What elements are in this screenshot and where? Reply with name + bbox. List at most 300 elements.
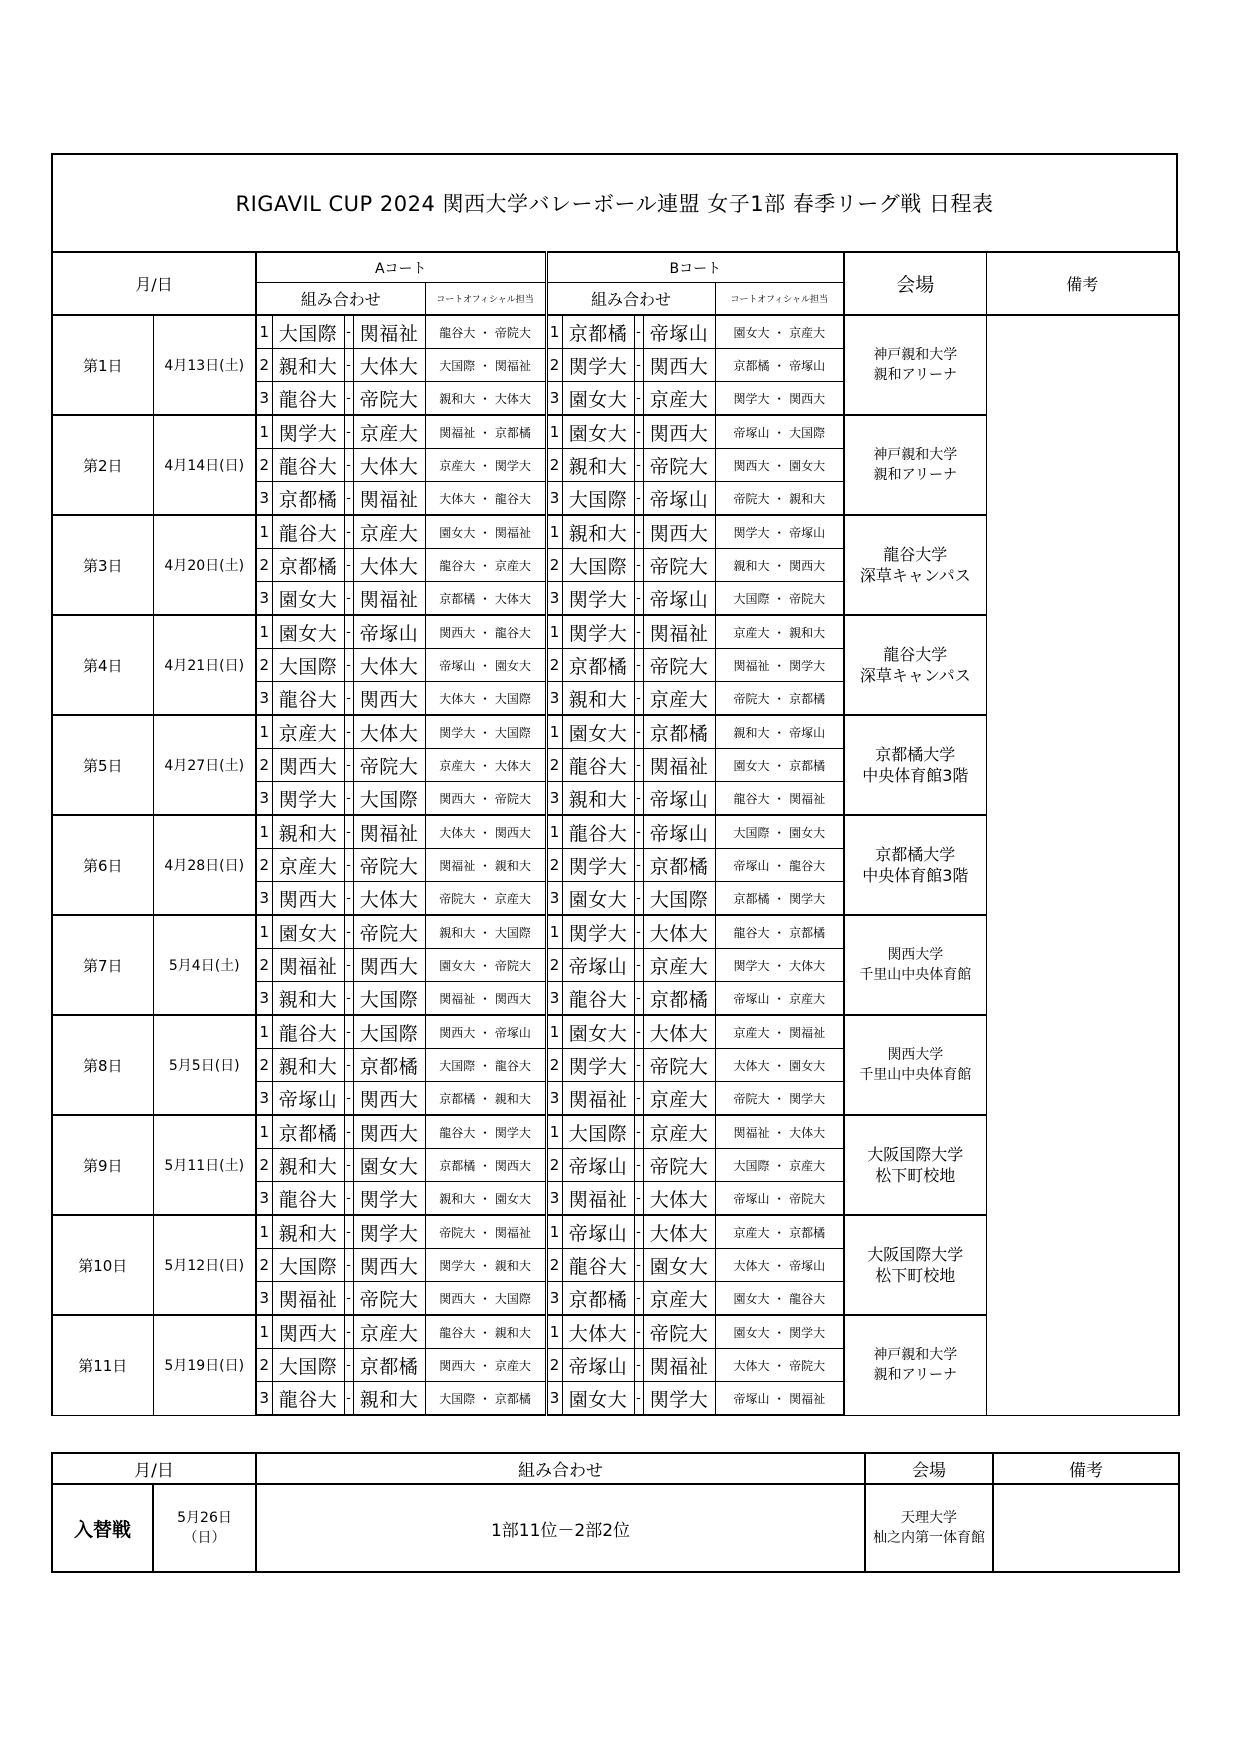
team-home: 園女大 (272, 915, 344, 949)
venue-line1: 龍谷大学 (883, 645, 948, 664)
versus-dash: - (344, 1215, 353, 1249)
game-number: 3 (546, 1382, 562, 1416)
day-label: 第4日 (52, 615, 153, 715)
team-home: 帝塚山 (562, 949, 634, 982)
day-label: 第6日 (52, 815, 153, 915)
team-away: 帝院大 (353, 915, 425, 949)
playoff-match: 1部11位－2部2位 (256, 1484, 865, 1572)
venue-line1: 大阪国際大学 (867, 1245, 964, 1264)
day-date: 4月27日(土) (153, 715, 256, 815)
game-number: 2 (256, 1049, 272, 1082)
team-home: 関学大 (562, 1049, 634, 1082)
team-home: 龍谷大 (562, 749, 634, 782)
team-away: 関福祉 (643, 615, 715, 649)
court-official: 関福祉 ・ 関西大 (425, 982, 546, 1016)
court-official: 龍谷大 ・ 親和大 (425, 1315, 546, 1349)
versus-dash: - (344, 415, 353, 449)
versus-dash: - (634, 749, 643, 782)
court-official: 京都橘 ・ 大体大 (425, 582, 546, 616)
versus-dash: - (344, 615, 353, 649)
venue-cell (844, 1315, 986, 1415)
game-number: 3 (256, 1082, 272, 1116)
game-number: 1 (256, 1015, 272, 1049)
court-official: 龍谷大 ・ 京都橘 (715, 915, 844, 949)
team-away: 園女大 (353, 1149, 425, 1182)
team-away: 京産大 (643, 382, 715, 416)
game-number: 3 (256, 882, 272, 916)
document-title: RIGAVIL CUP 2024 関西大学バレーボール連盟 女子1部 春季リーグ戦 日程表 (235, 192, 994, 216)
header-venue: 会場 (844, 252, 986, 315)
team-home: 関西大 (272, 749, 344, 782)
team-home: 帝塚山 (562, 1215, 634, 1249)
venue-line2: 親和アリーナ (873, 467, 958, 483)
team-away: 帝塚山 (643, 782, 715, 816)
team-home: 龍谷大 (272, 1015, 344, 1049)
court-official: 園女大 ・ 関福祉 (425, 515, 546, 549)
versus-dash: - (344, 515, 353, 549)
team-away: 大体大 (353, 549, 425, 582)
team-away: 関福祉 (353, 482, 425, 516)
team-home: 龍谷大 (272, 1382, 344, 1416)
day-date: 4月21日(日) (153, 615, 256, 715)
game-number: 3 (256, 682, 272, 716)
versus-dash: - (344, 1115, 353, 1149)
game-number: 2 (256, 1249, 272, 1282)
team-home: 関学大 (272, 782, 344, 816)
game-number: 3 (256, 782, 272, 816)
court-official: 関西大 ・ 帝塚山 (425, 1015, 546, 1049)
team-away: 帝塚山 (643, 482, 715, 516)
game-number: 1 (546, 1115, 562, 1149)
remarks-cell (986, 315, 1179, 1415)
day-date: 5月12日(日) (153, 1215, 256, 1315)
team-away: 京産大 (353, 1315, 425, 1349)
game-number: 2 (546, 449, 562, 482)
game-number: 2 (546, 1149, 562, 1182)
team-away: 大体大 (643, 915, 715, 949)
court-official: 大国際 ・ 園女大 (715, 815, 844, 849)
game-number: 3 (546, 682, 562, 716)
versus-dash: - (344, 449, 353, 482)
header-month-day: 月/日 (52, 252, 256, 315)
day-date: 5月19日(日) (153, 1315, 256, 1415)
playoff-label: 入替戦 (52, 1484, 153, 1572)
day-date: 4月28日(日) (153, 815, 256, 915)
team-away: 大体大 (643, 1182, 715, 1216)
game-number: 2 (546, 749, 562, 782)
team-home: 帝塚山 (272, 1082, 344, 1116)
versus-dash: - (344, 1315, 353, 1349)
team-away: 帝塚山 (353, 615, 425, 649)
team-away: 大体大 (353, 449, 425, 482)
team-home: 京都橘 (562, 1282, 634, 1316)
team-home: 帝塚山 (562, 1349, 634, 1382)
title-box (51, 153, 1178, 251)
day-label: 第8日 (52, 1015, 153, 1115)
court-official: 関福祉 ・ 京都橘 (425, 415, 546, 449)
venue-cell (844, 415, 986, 515)
header-court-a: Aコート (256, 252, 546, 283)
team-away: 大体大 (643, 1215, 715, 1249)
game-number: 2 (546, 1049, 562, 1082)
court-official: 親和大 ・ 大国際 (425, 915, 546, 949)
game-number: 3 (546, 382, 562, 416)
team-away: 大体大 (353, 882, 425, 916)
team-home: 龍谷大 (272, 1182, 344, 1216)
court-official: 園女大 ・ 帝院大 (425, 949, 546, 982)
day-date: 5月11日(土) (153, 1115, 256, 1215)
game-number: 1 (256, 515, 272, 549)
game-number: 1 (546, 315, 562, 349)
venue-line1: 京都橘大学 (875, 745, 956, 764)
day-date: 5月4日(土) (153, 915, 256, 1015)
team-home: 関学大 (562, 615, 634, 649)
court-official: 帝塚山 ・ 大国際 (715, 415, 844, 449)
game-number: 1 (256, 1315, 272, 1349)
court-official: 京産大 ・ 京都橘 (715, 1215, 844, 1249)
game-number: 1 (546, 715, 562, 749)
header-official-a: コートオフィシャル担当 (425, 283, 546, 316)
court-official: 龍谷大 ・ 関福祉 (715, 782, 844, 816)
venue-line1: 神戸親和大学 (873, 347, 958, 363)
versus-dash: - (344, 1382, 353, 1416)
versus-dash: - (634, 915, 643, 949)
versus-dash: - (634, 1315, 643, 1349)
team-away: 大体大 (353, 715, 425, 749)
playoff-table (51, 1452, 1180, 1573)
versus-dash: - (634, 1349, 643, 1382)
court-official: 大体大 ・ 帝塚山 (715, 1249, 844, 1282)
day-date: 4月20日(土) (153, 515, 256, 615)
team-home: 関福祉 (272, 1282, 344, 1316)
team-home: 親和大 (562, 782, 634, 816)
team-away: 親和大 (353, 1382, 425, 1416)
team-home: 大国際 (562, 549, 634, 582)
court-official: 大国際 ・ 京都橘 (425, 1382, 546, 1416)
team-home: 大国際 (562, 1115, 634, 1149)
team-home: 京都橘 (272, 1115, 344, 1149)
versus-dash: - (344, 549, 353, 582)
versus-dash: - (344, 982, 353, 1016)
playoff-venue (865, 1484, 993, 1572)
venue-line2: 千里山中央体育館 (859, 967, 972, 983)
game-number: 2 (256, 749, 272, 782)
team-away: 京産大 (353, 515, 425, 549)
court-official: 帝院大 ・ 親和大 (715, 482, 844, 516)
versus-dash: - (634, 549, 643, 582)
venue-cell (844, 1215, 986, 1315)
versus-dash: - (634, 1382, 643, 1416)
court-official: 龍谷大 ・ 帝院大 (425, 315, 546, 349)
team-away: 帝院大 (353, 1282, 425, 1316)
team-home: 龍谷大 (272, 449, 344, 482)
team-home: 帝塚山 (562, 1149, 634, 1182)
game-number: 1 (256, 915, 272, 949)
court-official: 大国際 ・ 帝院大 (715, 582, 844, 616)
team-home: 関西大 (272, 1315, 344, 1349)
team-home: 親和大 (272, 1149, 344, 1182)
versus-dash: - (634, 1182, 643, 1216)
team-away: 関福祉 (353, 315, 425, 349)
versus-dash: - (634, 382, 643, 416)
versus-dash: - (634, 649, 643, 682)
day-label: 第1日 (52, 315, 153, 415)
team-away: 関西大 (353, 1249, 425, 1282)
versus-dash: - (634, 1015, 643, 1049)
versus-dash: - (344, 682, 353, 716)
court-official: 帝院大 ・ 京都橘 (715, 682, 844, 716)
game-number: 2 (546, 649, 562, 682)
versus-dash: - (634, 1115, 643, 1149)
team-home: 親和大 (272, 815, 344, 849)
versus-dash: - (344, 1349, 353, 1382)
playoff-header-venue: 会場 (865, 1453, 993, 1484)
versus-dash: - (344, 1015, 353, 1049)
versus-dash: - (634, 982, 643, 1016)
game-number: 2 (256, 1349, 272, 1382)
header-matchup-a: 組み合わせ (256, 283, 425, 316)
day-label: 第2日 (52, 415, 153, 515)
game-number: 3 (546, 1282, 562, 1316)
day-date: 4月13日(土) (153, 315, 256, 415)
day-label: 第11日 (52, 1315, 153, 1415)
game-number: 2 (546, 1349, 562, 1382)
game-number: 1 (546, 915, 562, 949)
game-number: 3 (256, 1382, 272, 1416)
court-official: 京産大 ・ 大体大 (425, 749, 546, 782)
venue-line2: 親和アリーナ (873, 1367, 958, 1384)
versus-dash: - (344, 715, 353, 749)
team-home: 京都橘 (272, 549, 344, 582)
versus-dash: - (634, 1049, 643, 1082)
game-number: 3 (256, 582, 272, 616)
team-home: 京産大 (272, 849, 344, 882)
court-official: 関学大 ・ 大国際 (425, 715, 546, 749)
playoff-date-line1: 5月26日 (177, 1510, 232, 1526)
versus-dash: - (634, 449, 643, 482)
versus-dash: - (634, 782, 643, 816)
game-number: 1 (546, 415, 562, 449)
game-number: 2 (256, 649, 272, 682)
venue-line1: 神戸親和大学 (873, 1347, 958, 1364)
game-number: 2 (256, 949, 272, 982)
team-home: 関学大 (562, 582, 634, 616)
day-date: 4月14日(日) (153, 415, 256, 515)
team-away: 京都橘 (353, 1049, 425, 1082)
court-official: 龍谷大 ・ 関学大 (425, 1115, 546, 1149)
venue-cell (844, 715, 986, 815)
header-official-b: コートオフィシャル担当 (715, 283, 844, 316)
team-home: 親和大 (272, 982, 344, 1016)
game-number: 3 (256, 382, 272, 416)
venue-line1: 関西大学 (887, 947, 944, 963)
team-away: 関西大 (643, 349, 715, 382)
court-official: 大国際 ・ 関福祉 (425, 349, 546, 382)
playoff-venue-line2: 杣之内第一体育館 (873, 1530, 986, 1546)
team-home: 大国際 (272, 649, 344, 682)
versus-dash: - (634, 515, 643, 549)
court-official: 帝塚山 ・ 京産大 (715, 982, 844, 1016)
team-away: 関学大 (353, 1215, 425, 1249)
team-away: 関西大 (353, 1115, 425, 1149)
team-away: 帝塚山 (643, 315, 715, 349)
court-official: 帝院大 ・ 関学大 (715, 1082, 844, 1116)
venue-cell (844, 1115, 986, 1215)
court-official: 関福祉 ・ 大体大 (715, 1115, 844, 1149)
game-number: 2 (546, 1249, 562, 1282)
team-home: 関福祉 (272, 949, 344, 982)
game-number: 1 (546, 515, 562, 549)
venue-line2: 松下町校地 (875, 1266, 956, 1285)
court-official: 京都橘 ・ 親和大 (425, 1082, 546, 1116)
versus-dash: - (634, 815, 643, 849)
team-away: 京産大 (643, 1115, 715, 1149)
court-official: 大国際 ・ 京産大 (715, 1149, 844, 1182)
team-away: 京都橘 (643, 849, 715, 882)
team-away: 大国際 (643, 882, 715, 916)
team-away: 帝院大 (643, 1049, 715, 1082)
versus-dash: - (634, 1149, 643, 1182)
team-away: 大国際 (353, 982, 425, 1016)
versus-dash: - (634, 615, 643, 649)
team-away: 京都橘 (643, 982, 715, 1016)
team-home: 大国際 (562, 482, 634, 516)
team-away: 京産大 (643, 949, 715, 982)
versus-dash: - (634, 849, 643, 882)
team-away: 京産大 (643, 682, 715, 716)
game-number: 3 (546, 782, 562, 816)
court-official: 関福祉 ・ 関学大 (715, 649, 844, 682)
versus-dash: - (634, 682, 643, 716)
court-official: 関学大 ・ 関西大 (715, 382, 844, 416)
versus-dash: - (344, 482, 353, 516)
game-number: 2 (546, 849, 562, 882)
versus-dash: - (634, 715, 643, 749)
game-number: 1 (256, 315, 272, 349)
game-number: 1 (546, 615, 562, 649)
team-away: 京産大 (643, 1282, 715, 1316)
venue-cell (844, 615, 986, 715)
playoff-header-month-day: 月/日 (52, 1453, 256, 1484)
team-home: 龍谷大 (272, 682, 344, 716)
venue-line2: 深草キャンパス (859, 666, 971, 685)
versus-dash: - (344, 349, 353, 382)
court-official: 京都橘 ・ 関西大 (425, 1149, 546, 1182)
team-home: 龍谷大 (562, 1249, 634, 1282)
versus-dash: - (344, 315, 353, 349)
day-date: 5月5日(日) (153, 1015, 256, 1115)
game-number: 2 (546, 949, 562, 982)
court-official: 京産大 ・ 親和大 (715, 615, 844, 649)
court-official: 京都橘 ・ 関学大 (715, 882, 844, 916)
team-away: 大体大 (353, 349, 425, 382)
venue-cell (844, 815, 986, 915)
versus-dash: - (344, 1249, 353, 1282)
team-home: 園女大 (562, 382, 634, 416)
court-official: 園女大 ・ 関学大 (715, 1315, 844, 1349)
playoff-header-remarks: 備考 (993, 1453, 1179, 1484)
team-home: 関学大 (272, 415, 344, 449)
versus-dash: - (344, 949, 353, 982)
game-number: 2 (546, 349, 562, 382)
venue-line1: 大阪国際大学 (867, 1145, 964, 1164)
team-away: 大体大 (353, 649, 425, 682)
team-home: 園女大 (272, 582, 344, 616)
court-official: 大体大 ・ 帝院大 (715, 1349, 844, 1382)
game-number: 2 (256, 349, 272, 382)
versus-dash: - (634, 349, 643, 382)
court-official: 大体大 ・ 大国際 (425, 682, 546, 716)
team-away: 大国際 (353, 782, 425, 816)
team-away: 関西大 (353, 682, 425, 716)
versus-dash: - (634, 1249, 643, 1282)
playoff-date-line2: （日） (183, 1530, 226, 1546)
court-official: 関学大 ・ 大体大 (715, 949, 844, 982)
court-official: 関西大 ・ 大国際 (425, 1282, 546, 1316)
team-home: 大国際 (272, 315, 344, 349)
team-home: 関福祉 (562, 1182, 634, 1216)
team-home: 関西大 (272, 882, 344, 916)
game-number: 3 (546, 482, 562, 516)
versus-dash: - (344, 749, 353, 782)
game-number: 2 (256, 449, 272, 482)
court-official: 大国際 ・ 龍谷大 (425, 1049, 546, 1082)
team-home: 関学大 (562, 349, 634, 382)
game-number: 1 (546, 1015, 562, 1049)
team-away: 大体大 (643, 1015, 715, 1049)
game-number: 2 (256, 849, 272, 882)
versus-dash: - (344, 582, 353, 616)
court-official: 帝院大 ・ 京産大 (425, 882, 546, 916)
team-away: 関西大 (643, 415, 715, 449)
header-remarks: 備考 (986, 252, 1179, 315)
versus-dash: - (634, 315, 643, 349)
team-home: 園女大 (562, 1382, 634, 1416)
court-official: 関西大 ・ 龍谷大 (425, 615, 546, 649)
court-official: 大体大 ・ 関西大 (425, 815, 546, 849)
game-number: 2 (546, 549, 562, 582)
team-home: 園女大 (562, 415, 634, 449)
court-official: 園女大 ・ 京都橘 (715, 749, 844, 782)
team-home: 京都橘 (272, 482, 344, 516)
court-official: 帝塚山 ・ 龍谷大 (715, 849, 844, 882)
playoff-remarks (993, 1484, 1179, 1572)
versus-dash: - (634, 415, 643, 449)
court-official: 京産大 ・ 関学大 (425, 449, 546, 482)
team-away: 京都橘 (643, 715, 715, 749)
day-label: 第9日 (52, 1115, 153, 1215)
team-away: 園女大 (643, 1249, 715, 1282)
venue-cell (844, 915, 986, 1015)
venue-line1: 京都橘大学 (875, 845, 956, 864)
versus-dash: - (634, 1215, 643, 1249)
team-home: 園女大 (562, 882, 634, 916)
court-official: 親和大 ・ 園女大 (425, 1182, 546, 1216)
team-away: 帝院大 (643, 1315, 715, 1349)
game-number: 3 (546, 582, 562, 616)
team-home: 京産大 (272, 715, 344, 749)
team-away: 帝院大 (643, 449, 715, 482)
team-away: 関西大 (643, 515, 715, 549)
court-official: 龍谷大 ・ 京産大 (425, 549, 546, 582)
team-away: 関西大 (353, 1082, 425, 1116)
team-away: 関学大 (643, 1382, 715, 1416)
team-home: 大国際 (272, 1249, 344, 1282)
team-away: 帝塚山 (643, 582, 715, 616)
court-official: 帝塚山 ・ 帝院大 (715, 1182, 844, 1216)
game-number: 1 (546, 1315, 562, 1349)
team-home: 園女大 (562, 715, 634, 749)
